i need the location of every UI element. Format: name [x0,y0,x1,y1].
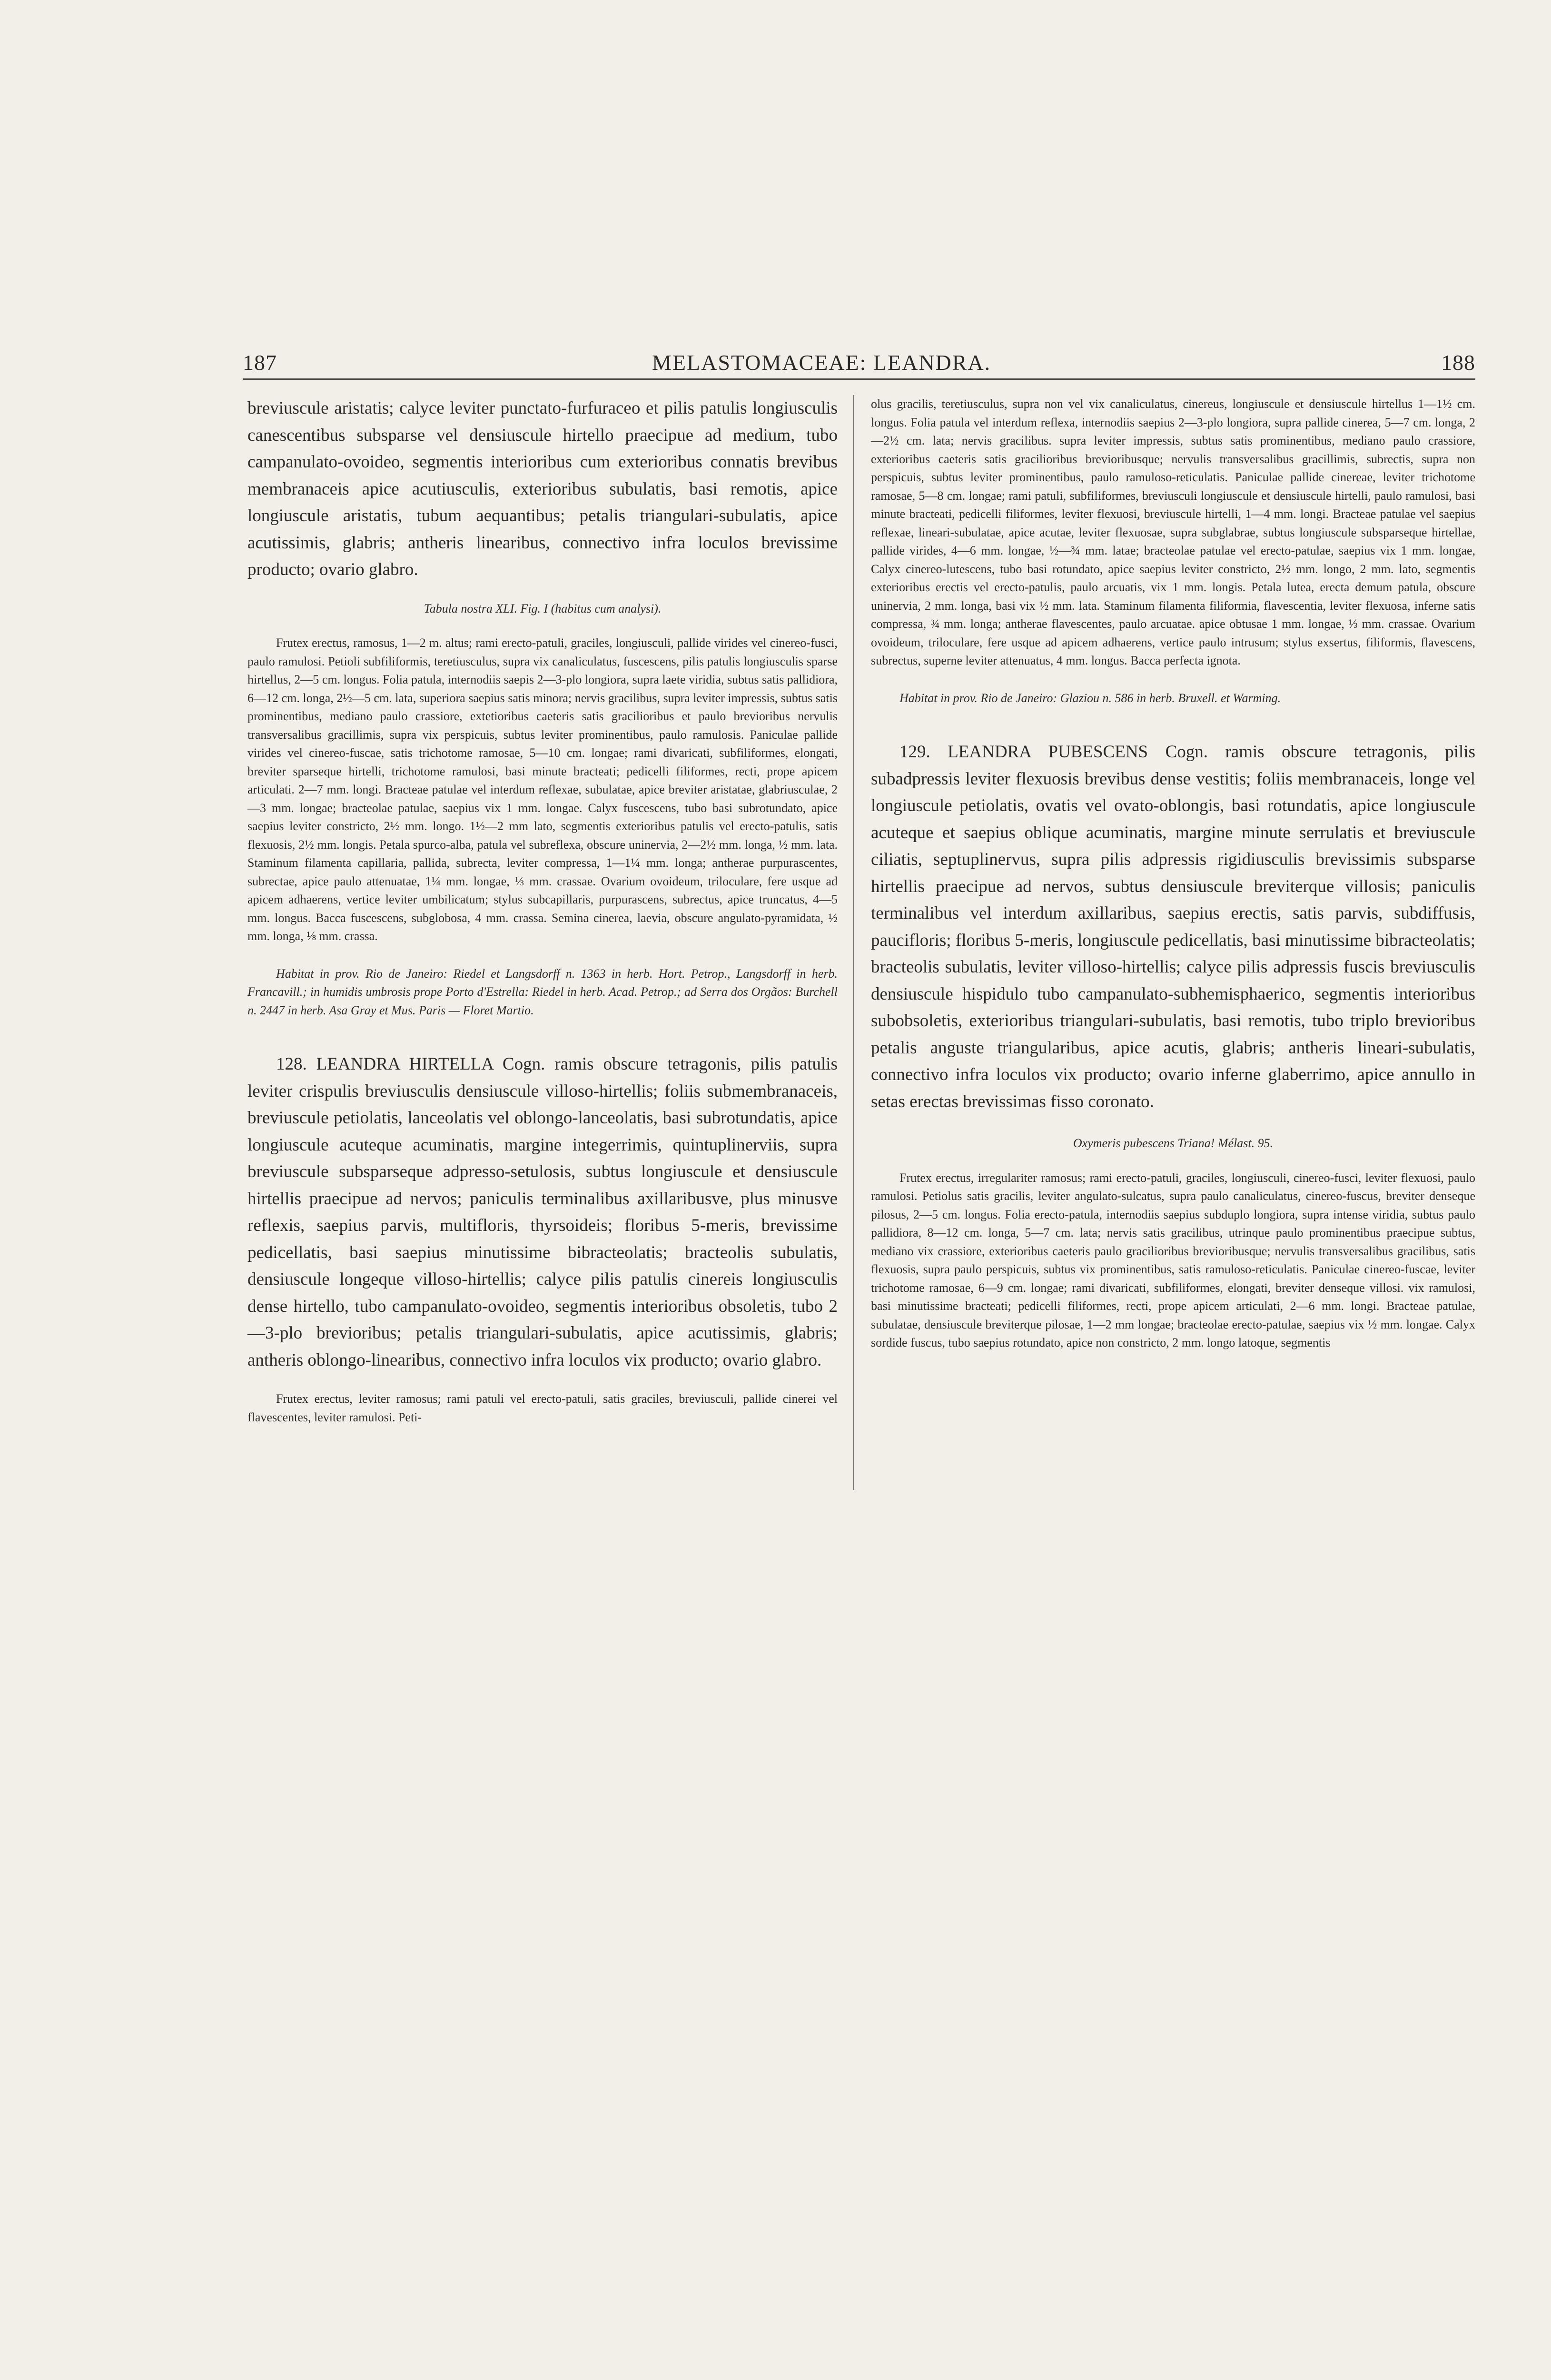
page-number-left: 187 [243,350,277,375]
column-divider [853,395,854,1490]
left-column [247,395,838,1427]
habitat-text-right: Habitat in prov. Rio de Janeiro: Glaziou n. 586 in herb. Bruxell. et Warming. [899,691,1281,705]
running-title: MELASTOMACEAE: LEANDRA. [652,350,991,375]
description-text: Frutex erectus, ramosus, 1—2 m. altus; rami erecto-patuli, graciles, longiusculi, pallide virides vel cinereo-fusci, paulo ramulosi. Petioli subfiliformis, teretiusculus, supra vix canaliculatus, fuscescens, pilis patulis longiusculis sparse hirtellus, 2—5 cm. longus. Folia patula, internodiis saepis 2—3-plo longiora, supra laete viridia, subtus satis pallidiora, 6—12 cm. longa, 2½—5 cm. lata, superiora saepius satis minora; nervis gracilibus, supra leviter impressis, subtus satis prominentibus, mediano paulo crassiore, extetioribus caeteris satis gracilioribus et paulo brevioribus nervulis transversalibus gracillimis, supra vix perspicuis, subtus leviter prominentibus, paulo ramulosis. Paniculae pallide virides vel cinereo-fuscae, satis trichotome ramosae, 5—10 cm. longae; rami divaricati, subfiliformes, elongati, breviter sparseque hirtelli, trichotome ramulosi, basi minute bracteati; pedicelli filiformes, recti, prope apicem articulati. 2—7 mm. longi. Bracteae patulae vel interdum reflexae, subulatae, apice breviter aristatae, glabriusculae, 2—3 mm. longae; bracteolae patulae, saepius vix 1 mm. longae. Calyx fuscescens, tubo basi subrotundato, apice saepius leviter constricto, 2½ mm. longo. 1½—2 mm lato, segmentis exterioribus patulis vel erecto-patulis, satis flexuosis, 2½ mm. longis. Petala spurco-alba, patula vel subreflexa, obscure uninervia, 2—2½ mm. longa, ½ mm. lata. Staminum filamenta capillaria, pallida, subrecta, leviter compressa, 1—1¼ mm. longa; antherae purpurascentes, subrectae, apice paulo attenuatae, 1¼ mm. longae, ⅓ mm. crassae. Ovarium ovoideum, triloculare, fere usque ad apicem adhaerens, vertice leviter umbilicatum; stylus subcapillaris, purpurascens, subrectus, apice truncatus, 4—5 mm. longus. Bacca fuscescens, subglobosa, 4 mm. crassa. Semina cinerea, laevia, obscure angulato-pyramidata, ½ mm. longa, ⅛ mm. crassa. [247,636,838,943]
plate-reference: Tabula nostra XLI. Fig. I (habitus cum analysi). [424,601,662,615]
page-number-right: 188 [1441,350,1475,375]
right-column [871,395,1475,1352]
species-128-diagnosis: 128. LEANDRA HIRTELLA Cogn. ramis obscure tetragonis, pilis patulis leviter crispulis breviusculis densiuscule villoso-hirtellis; foliis submembranaceis, breviuscule petiolatis, lanceolatis vel oblongo-lanceolatis, basi subrotundatis, apice longiuscule acuteque acuminatis, margine integerrimis, quintuplinerviis, supra breviuscule subsparseque adpresso-setulosis, subtus longiuscule et densiuscule hirtellis praecipue ad nervos; paniculis terminalibus axillaribusve, plus minusve reflexis, saepius parvis, multifloris, thyrsoideis; floribus 5-meris, brevissime pedicellatis, basi saepius minutissime bibracteolatis; bracteolis subulatis, densiuscule longeque villoso-hirtellis; calyce pilis patulis cinereis longiusculis dense hirtello, tubo campanulato-ovoideo, segmentis interioribus obsoletis, tubo 2—3-plo brevioribus; petalis triangulari-subulatis, apice acutissimis, glabris; antheris oblongo-linearibus, connectivo infra loculos vix producto; ovario glabro. [247,1054,838,1370]
species-129-diagnosis: 129. LEANDRA PUBESCENS Cogn. ramis obscure tetragonis, pilis subadpressis leviter flexuosis brevibus dense vestitis; foliis membranaceis, longe vel longiuscule petiolatis, ovatis vel ovato-oblongis, basi rotundatis, apice longiuscule acuteque et saepius oblique acuminatis, margine minute serrulatis et breviuscule ciliatis, septuplinervus, supra pilis adpressis rigidiusculis brevissimis subsparse hirtellis praecipue ad nervos, subtus densiuscule breviterque villosis; paniculis terminalibus vel interdum axillaribus, saepius erectis, satis parvis, subdiffusis, paucifloris; floribus 5-meris, longiuscule pedicellatis, basi minutissime bibracteolatis; bracteolis subulatis, leviter villoso-hirtellis; calyce pilis adpressis fuscis breviusculis densiuscule hispidulo tubo campanulato-subhemisphaerico, segmentis interioribus subobsoletis, exterioribus triangulari-subulatis, basi remotis, tubo triplo brevioribus petalis anguste triangularibus, apice acutis, glabris; antheris lineari-subulatis, connectivo infra loculos vix producto; ovario inferne glaberrimo, apice annullo in setas erectas brevissimas fisso coronato. [871,742,1475,1111]
description-continuation: olus gracilis, teretiusculus, supra non vel vix canaliculatus, cinereus, longiuscule et densiuscule hirtellus 1—1½ cm. longus. Folia patula vel interdum reflexa, internodiis saepius 2—3-plo longiora, supra pallide cinerea, 5—7 cm. longa, 2—2½ cm. lata; nervis gracilibus. supra leviter impressis, subtus satis prominentibus, mediano paulo crassiore, exterioribus caeteris satis gracilioribus brevioribusque; nervulis transversalibus gracillimis, subrectis, supra non perspicuis, subtus leviter prominentibus, paulo ramuloso-reticulatis. Paniculae pallide cinereae, leviter trichotome ramosae, 5—8 cm. longae; rami patuli, subfiliformes, breviusculi longiuscule et densiuscule hirtelli, paulo ramulosi, basi minute bracteati, pedicelli filiformes, leviter flexuosi, breviuscule hirtelli, 1—4 mm. longi. Bracteae patulae vel saepius reflexae, lineari-subulatae, apice acutae, leviter flexuosae, supra subglabrae, subtus longiuscule subsparseque hirtellae, pallide virides, 4—6 mm. longae, ½—¾ mm. latae; bracteolae patulae vel erecto-patulae, saepius vix 1 mm. longae, Calyx cinereo-lutescens, tubo basi rotundato, apice saepius leviter constricto, 2½ mm. longo, 2 mm. lato, segmentis exterioribus erectis vel erecto-patulis, paulo arcuatis, vix 1 mm. longis. Petala lutea, erecta demum patula, obscure uninervia, 2 mm. longa, basi vix ½ mm. lata. Staminum filamenta filiformia, flavescentia, leviter flexuosa, inferne satis compressa, ¾ mm. longa; antherae flavescentes, paulo arcuatae. apice obtusae 1 mm. longae, ⅓ mm. crassae. Ovarium ovoideum, triloculare, fere usque ad apicem adhaerens, vertice paulo intrusum; stylus exsertus, filiformis, flavescens, subrectus, superne leviter attenuatus, 4 mm. longus. Bacca perfecta ignota. [871,397,1475,667]
species-128-description: Frutex erectus, leviter ramosus; rami patuli vel erecto-patuli, satis graciles, breviusculi, pallide cinerei vel flavescentes, leviter ramulosi. Peti- [247,1392,838,1424]
synonym-text: Oxymeris pubescens Triana! Mélast. 95. [1073,1136,1274,1150]
running-header [243,350,1475,380]
diagnosis-continuation: breviuscule aristatis; calyce leviter punctato-furfuraceo et pilis patulis longiusculis canescentibus subsparse vel densiuscule hirtello praecipue ad medium, tubo campanulato-ovoideo, segmentis interioribus cum exterioribus connatis brevibus membranaceis apice acutiusculis, exterioribus subulatis, basi remotis, apice longiuscule aristatis, tubum aequantibus; petalis triangulari-subulatis, apice acutissimis, glabris; antheris linearibus, connectivo infra loculos brevissime producto; ovario glabro. [247,398,838,579]
species-129-description: Frutex erectus, irregulariter ramosus; rami erecto-patuli, graciles, longiusculi, cinereo-fusci, leviter flexuosi, paulo ramulosi. Petiolus satis gracilis, leviter angulato-sulcatus, supra paulo canaliculatus, cinereo-fuscus, breviter denseque pilosus, 2—5 cm. longus. Folia erecto-patula, internodiis saepius subduplo longiora, supra intense viridia, subtus paulo pallidiora, 8—12 cm. longa, 5—7 cm. lata; nervis satis gracilibus, utrinque paulo prominentibus praecipue subtus, mediano vix crassiore, exterioribus caeteris paulo gracilioribus brevioribusque; nervulis transversalibus gracilibus, satis flexuosis, supra paulo perspicuis, subtus vix prominentibus, satis ramuloso-reticulatis. Paniculae cinereo-fuscae, leviter trichotome ramosae, 6—9 cm. longae; rami divaricati, subfiliformes, elongati, breviter denseque villosi. vix ramulosi, basi minutissime bracteati; pedicelli filiformes, recti, prope apicem articulati, 2—6 mm. longi. Bracteae patulae, subulatae, densiuscule breviterque pilosae, 1—2 mm longae; bracteolae erecto-patulae, saepius vix ½ mm. longae. Calyx sordide fuscus, tubo saepius rotundato, apice non constricto, 2 mm. longo latoque, segmentis [871,1170,1475,1349]
habitat-text: Habitat in prov. Rio de Janeiro: Riedel et Langsdorff n. 1363 in herb. Hort. Petrop., Langsdorff in herb. Francavill.; in humidis umbrosis prope Porto d'Estrella: Riedel in herb. Acad. Petrop.; ad Serra dos Orgãos: Burchell n. 2447 in herb. Asa Gray et Mus. Paris — Floret Martio. [247,966,838,1017]
